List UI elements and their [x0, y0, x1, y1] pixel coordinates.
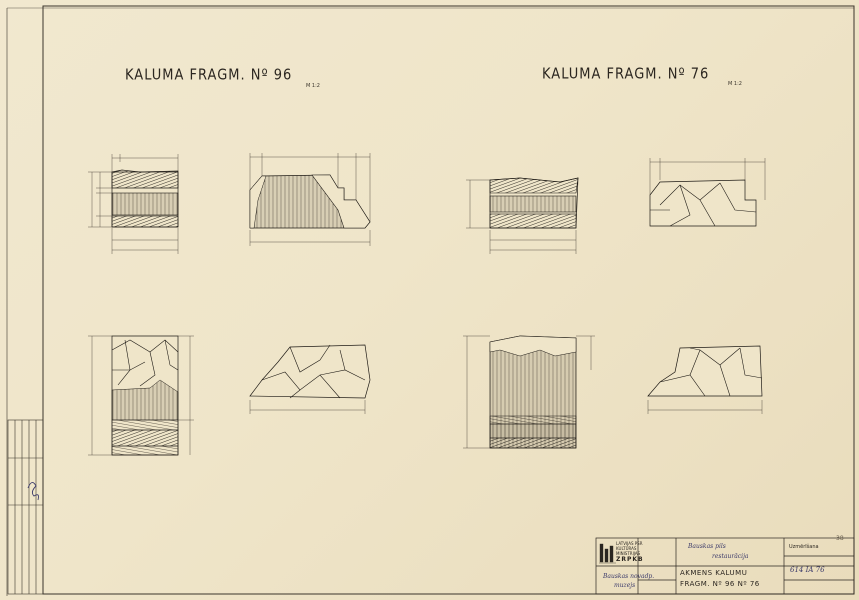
project-line-1: Bauskas pils — [688, 543, 726, 550]
org-line-2: KULTŪRAS — [616, 546, 637, 551]
project-line-2: restaurācija — [712, 553, 749, 560]
sheet-frame — [7, 6, 854, 596]
org-line-3: MINISTRIJAS — [616, 551, 641, 556]
code-value: 614 IA 76 — [790, 566, 825, 574]
zrpkb-logo — [599, 544, 616, 563]
right-section-title: KALUMA FRAGM. Nº 76 — [542, 65, 710, 84]
signature-mark — [28, 482, 39, 500]
left-section-title: KALUMA FRAGM. Nº 96 — [125, 66, 293, 85]
code-label: Uzmērīšana — [789, 544, 819, 550]
client-line-2: muzejs — [614, 582, 636, 589]
client-line-1: Bauskas novadp. — [603, 573, 655, 580]
revision-strip — [8, 420, 43, 594]
frag76-front-view — [466, 178, 578, 254]
frag76-side-view-2 — [648, 346, 762, 414]
frag96-plan-view — [88, 336, 194, 455]
frag96-front-view — [88, 154, 178, 254]
frag96-side-view-2 — [250, 345, 370, 414]
org-line-4: ZRPKB — [616, 556, 644, 563]
frag96-side-view — [250, 153, 370, 246]
left-section-scale: M 1:2 — [306, 83, 320, 89]
sheet-number: 38 — [836, 535, 844, 542]
org-line-1: LATVIJAS PSR — [616, 541, 643, 546]
drawing-title-2: FRAGM. Nº 96 Nº 76 — [680, 580, 760, 588]
frag76-side-view — [650, 158, 765, 226]
drawing-title-1: AKMENS KALUMU — [680, 569, 748, 577]
frag76-plan-view — [463, 336, 595, 448]
right-section-scale: M 1:2 — [728, 81, 742, 87]
